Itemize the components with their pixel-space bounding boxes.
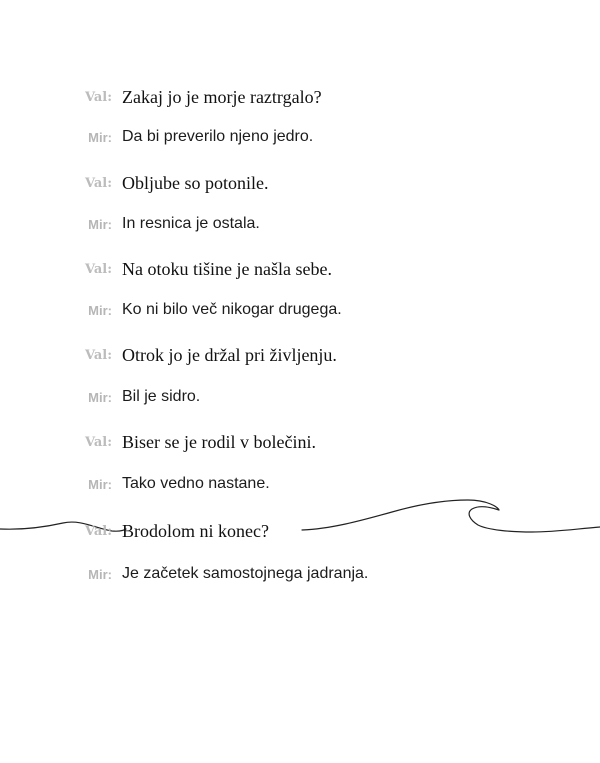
line-text: Na otoku tišine je našla sebe. (122, 259, 332, 279)
speaker-label: Mir: (88, 389, 112, 405)
dialogue-line-mir (0, 382, 600, 412)
line-text: Brodolom ni konec? (122, 521, 269, 541)
line-text: Otrok jo je držal pri življenju. (122, 345, 337, 365)
dialogue-line-mir (0, 469, 600, 499)
speaker-label: Val: (84, 523, 112, 539)
dialogue-line-mir (0, 122, 600, 152)
dialogue-line-val (0, 168, 600, 198)
line-text: Zakaj jo je morje raztrgalo? (122, 87, 322, 107)
dialogue-line-val (0, 82, 600, 112)
dialogue-line-val (0, 516, 600, 546)
line-text: Da bi preverilo njeno jedro. (122, 128, 314, 145)
line-text: Bil je sidro. (122, 388, 201, 405)
dialogue-line-val (0, 254, 600, 284)
line-text: Tako vedno nastane. (122, 475, 270, 492)
speaker-label: Mir: (88, 216, 112, 232)
speaker-label: Val: (84, 434, 112, 450)
speaker-label: Val: (84, 347, 112, 363)
speaker-label: Mir: (88, 566, 112, 582)
speaker-label: Mir: (88, 129, 112, 145)
speaker-label: Val: (84, 175, 112, 191)
speaker-label: Mir: (88, 476, 112, 492)
speaker-label: Val: (84, 261, 112, 277)
dialogue-line-mir (0, 209, 600, 239)
line-text: Biser se je rodil v bolečini. (122, 432, 316, 452)
line-text: Ko ni bilo več nikogar drugega. (122, 301, 342, 318)
dialogue-line-val (0, 427, 600, 457)
dialogue-line-mir (0, 295, 600, 325)
speaker-label: Val: (84, 89, 112, 105)
dialogue-line-val (0, 340, 600, 370)
line-text: Je začetek samostojnega jadranja. (122, 565, 369, 582)
line-text: In resnica je ostala. (122, 215, 260, 232)
line-text: Obljube so potonile. (122, 173, 269, 193)
dialogue-line-mir (0, 559, 600, 589)
speaker-label: Mir: (88, 302, 112, 318)
